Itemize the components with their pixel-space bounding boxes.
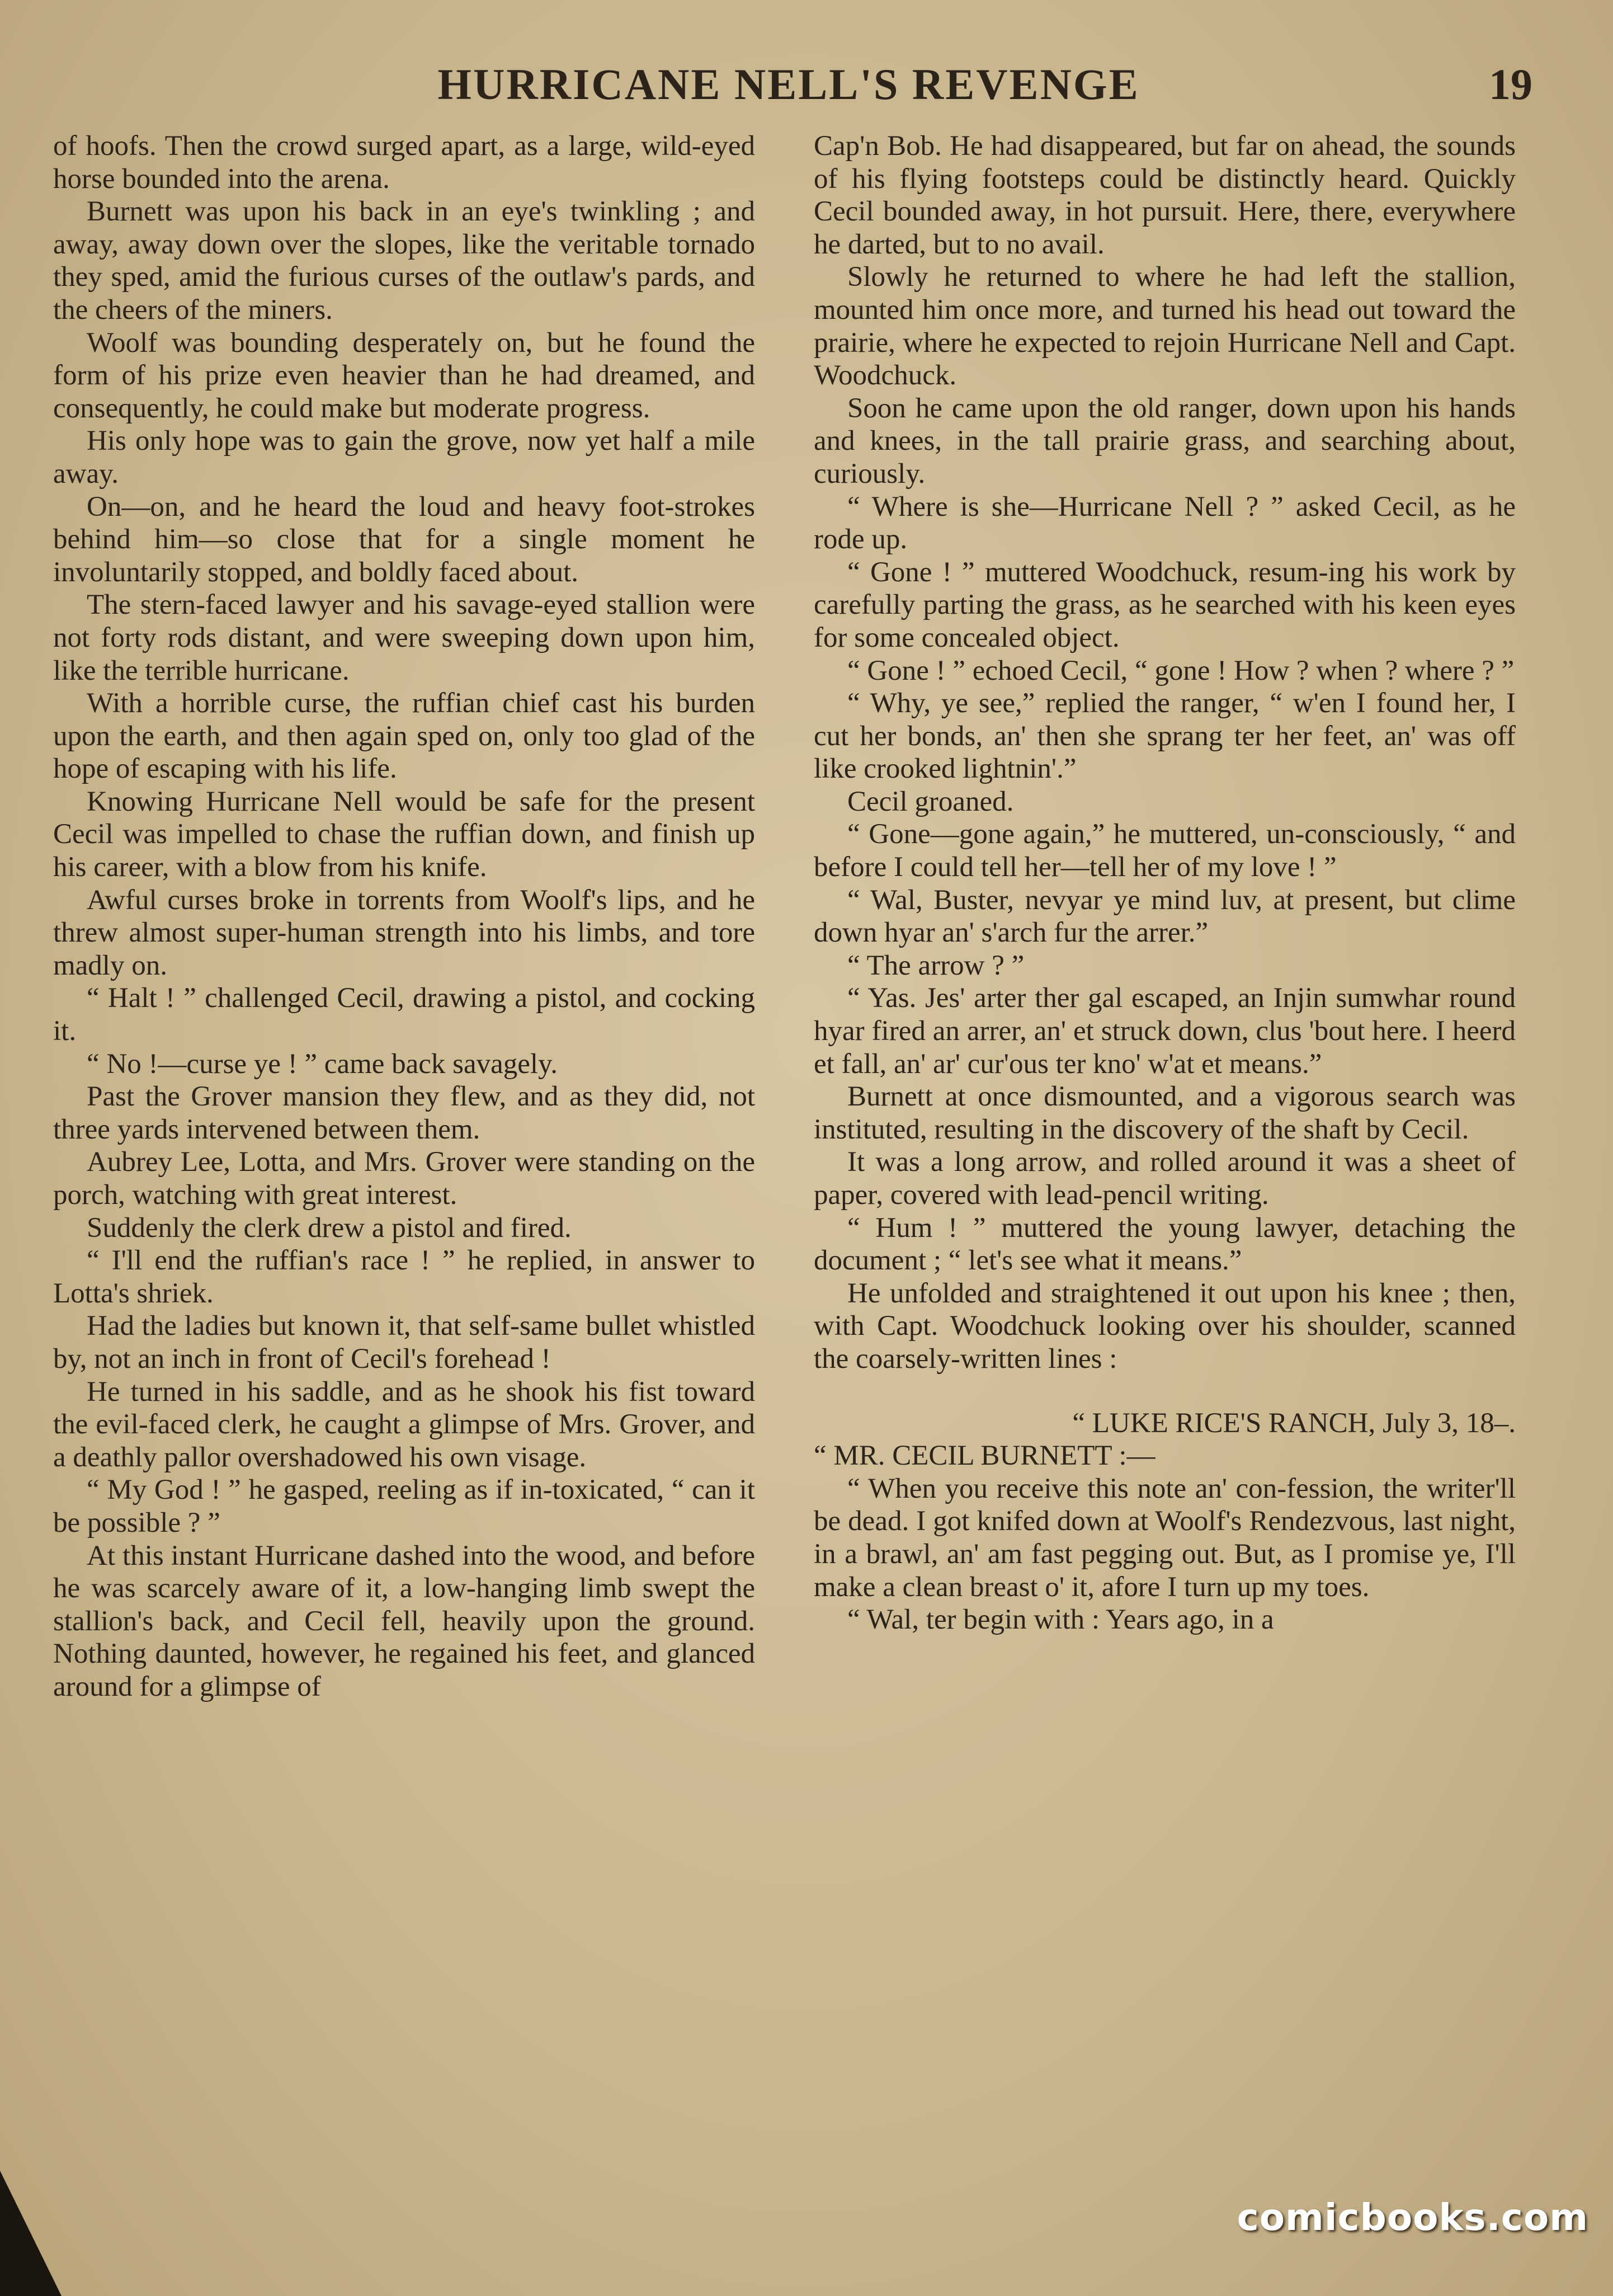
paragraph: “ I'll end the ruffian's race ! ” he replied, in answer to Lotta's shriek. [53,1245,755,1309]
letter-dateline: “ LUKE RICE'S RANCH, July 3, 18–. [1072,1407,1516,1439]
paragraph: At this instant Hurricane dashed into the wood, and before he was scarcely aware of it, a low-hanging limb swept the stallion's back, and Cecil fell, heavily upon the ground. Nothing daunted, however, he regained his feet, and glanced around for a glimpse of [53,1540,755,1702]
paragraph: Knowing Hurricane Nell would be safe for the present Cecil was impelled to chase the ruffian down, and finish up his career, with a blow from his knife. [53,785,755,883]
paragraph: He unfolded and straightened it out upon his knee ; then, with Capt. Woodchuck looking over his shoulder, scanned the coarsely-written lines : [814,1277,1516,1375]
letter-paragraph: “ When you receive this note an' con-fession, the writer'll be dead. I got knifed down at Woolf's Rendezvous, last night, in a brawl, an' am fast pegging out. But, as I promise ye, I'll make a clean breast o' it, afore I turn up my toes. [814,1472,1516,1603]
paragraph: On—on, and he heard the loud and heavy foot-strokes behind him—so close that for a single moment he involuntarily stopped, and boldly faced about. [53,491,755,588]
paragraph: Burnett was upon his back in an eye's twinkling ; and away, away down over the slopes, like the veritable tornado they sped, amid the furious curses of the outlaw's pards, and the cheers of the miners. [53,196,755,326]
paragraph: Cap'n Bob. He had disappeared, but far on ahead, the sounds of his flying footsteps could be distinctly heard. Quickly Cecil bounded away, in hot pursuit. Here, there, everywhere he darted, but to no avail. [814,130,1516,260]
paragraph: “ Yas. Jes' arter ther gal escaped, an Injin sumwhar round hyar fired an arrer, an' et struck down, clus 'bout here. I heerd et fall, an' ar' cur'ous ter kno' w'at et means.” [814,982,1516,1080]
text-column-left [53,130,755,2144]
paragraph: “ My God ! ” he gasped, reeling as if in-toxicated, “ can it be possible ? ” [53,1474,755,1538]
letter-paragraph: “ Wal, ter begin with : Years ago, in a [847,1604,1274,1636]
watermark: comicbooks.com [1237,2196,1588,2239]
paragraph: “ Gone ! ” muttered Woodchuck, resum-ing his work by carefully parting the grass, as he searched with his keen eyes for some concealed object. [814,556,1516,653]
page-number: 19 [1489,60,1532,109]
paragraph: Had the ladies but known it, that self-same bullet whistled by, not an inch in front of Cecil's forehead ! [53,1310,755,1375]
paragraph: Burnett at once dismounted, and a vigorous search was instituted, resulting in the discovery of the shaft by Cecil. [814,1081,1516,1145]
paragraph: With a horrible curse, the ruffian chief cast his burden upon the earth, and then again sped on, only too glad of the hope of escaping with his life. [53,688,755,785]
paragraph: “ Gone ! ” echoed Cecil, “ gone ! How ? when ? where ? ” [847,655,1515,686]
letter-salutation: “ MR. CECIL BURNETT :— [814,1440,1155,1472]
paragraph: Slowly he returned to where he had left the stallion, mounted him once more, and turned his head out toward the prairie, where he expected to rejoin Hurricane Nell and Capt. Woodchuck. [814,261,1516,392]
paragraph: “ Why, ye see,” replied the ranger, “ w'en I found her, I cut her bonds, an' then she sprang ter her feet, an' was off like crooked lightnin'.” [814,688,1516,785]
page-header [0,54,1613,115]
paragraph: “ Wal, Buster, nevyar ye mind luv, at present, but clime down hyar an' s'arch fur the arrer.” [814,884,1516,949]
paragraph: “ Gone—gone again,” he muttered, un-consciously, “ and before I could tell her—tell her of my love ! ” [814,818,1516,883]
paragraph: The stern-faced lawyer and his savage-eyed stallion were not forty rods distant, and were sweeping down upon him, like the terrible hurricane. [53,589,755,686]
paragraph: Suddenly the clerk drew a pistol and fired. [87,1212,572,1244]
paragraph: Awful curses broke in torrents from Woolf's lips, and he threw almost super-human strength into his limbs, and tore madly on. [53,884,755,981]
paragraph: Cecil groaned. [847,785,1014,817]
paragraph: It was a long arrow, and rolled around it was a sheet of paper, covered with lead-pencil writing. [814,1146,1516,1211]
paragraph: of hoofs. Then the crowd surged apart, as a large, wild-eyed horse bounded into the arena. [53,130,755,195]
paragraph: Past the Grover mansion they flew, and as they did, not three yards intervened between them. [53,1081,755,1145]
paragraph: He turned in his saddle, and as he shook his fist toward the evil-faced clerk, he caught a glimpse of Mrs. Grover, and a deathly pallor overshadowed his own visage. [53,1376,755,1473]
paragraph: His only hope was to gain the grove, now yet half a mile away. [53,425,755,490]
paragraph: “ Halt ! ” challenged Cecil, drawing a pistol, and cocking it. [53,982,755,1047]
paragraph: Aubrey Lee, Lotta, and Mrs. Grover were standing on the porch, watching with great interest. [53,1146,755,1211]
paragraph: “ The arrow ? ” [847,949,1025,981]
paragraph: “ Where is she—Hurricane Nell ? ” asked Cecil, as he rode up. [814,491,1516,556]
paragraph: “ No !—curse ye ! ” came back savagely. [87,1048,558,1080]
running-title: HURRICANE NELL'S REVENGE [437,60,1140,109]
paragraph: Woolf was bounding desperately on, but he found the form of his prize even heavier than he had dreamed, and consequently, he could make but moderate progress. [53,327,755,424]
paragraph: Soon he came upon the old ranger, down upon his hands and knees, in the tall prairie grass, and searching about, curiously. [814,392,1516,490]
paragraph: “ Hum ! ” muttered the young lawyer, detaching the document ; “ let's see what it means.” [814,1212,1516,1277]
text-column-right [814,130,1516,2144]
page-corner-shadow [0,2171,62,2296]
